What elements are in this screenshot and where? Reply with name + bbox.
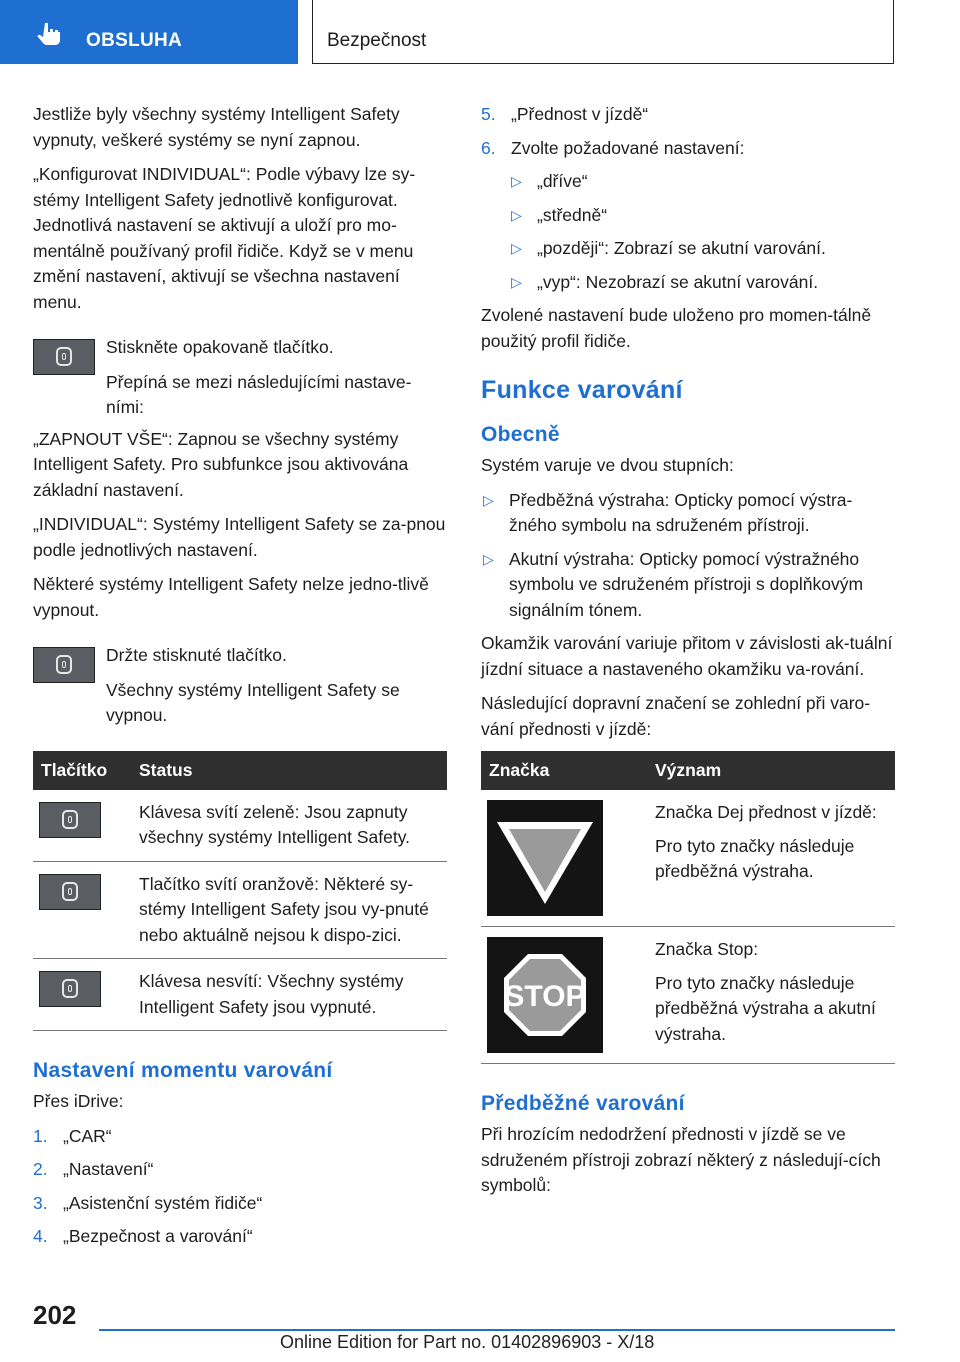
option-text: „dříve“	[537, 171, 588, 191]
page-number: 202	[33, 1300, 77, 1330]
sign-title: Značka Dej přednost v jízdě:	[655, 802, 877, 822]
yield-sign-icon	[487, 800, 603, 916]
sign-description: Pro tyto značky následuje předběžná výstraha a akutní výstraha.	[655, 972, 876, 1044]
step-text: „Asistenční systém řidiče“	[63, 1192, 263, 1213]
section-header	[312, 0, 894, 64]
step-number: 3.	[33, 1192, 48, 1213]
steps-list	[33, 1124, 447, 1250]
section-heading: Funkce varování	[481, 376, 683, 404]
press-instruction	[33, 335, 447, 421]
stop-sign-icon	[487, 937, 603, 1053]
intelligent-safety-button-icon	[39, 874, 101, 910]
list-item	[481, 547, 895, 624]
triangle-bullet-icon: ▷	[511, 206, 522, 223]
step-number: 2.	[33, 1159, 48, 1179]
footer-divider	[99, 1329, 895, 1331]
paragraph: Stiskněte opakovaně tlačítko.	[106, 337, 334, 357]
subsection-heading: Obecně	[481, 423, 560, 446]
table-row	[33, 861, 447, 959]
table-cell: Tlačítko svítí oranžově: Některé sy-stémy Intelligent Safety jsou vy-pnuté nebo aktuálně nejsou k dispo-zici.	[131, 861, 447, 959]
triangle-bullet-icon: ▷	[483, 491, 494, 508]
step-text: „Nastavení“	[63, 1159, 154, 1179]
step-text: Zvolte požadované nastavení:	[511, 137, 745, 158]
triangle-bullet-icon: ▷	[483, 550, 494, 567]
step-text: „Přednost v jízdě“	[511, 104, 649, 124]
list-item	[481, 488, 895, 539]
list-item	[33, 1124, 447, 1150]
step-text: „CAR“	[63, 1125, 112, 1146]
list-item	[509, 236, 895, 262]
signs-table	[481, 751, 895, 1064]
paragraph: Některé systémy Intelligent Safety nelze jedno-tlivě vypnout.	[33, 574, 429, 620]
sign-description: Pro tyto značky následuje předběžná výstraha.	[655, 835, 855, 881]
table-row	[481, 927, 895, 1064]
option-text: „později“: Zobrazí se akutní varování.	[537, 238, 826, 258]
list-item	[481, 102, 895, 128]
paragraph: „ZAPNOUT VŠE“: Zapnou se všechny systémy Intelligent Safety. Pro subfunkce jsou aktivována základní nastavení.	[33, 428, 409, 500]
steps-list	[481, 102, 895, 161]
stop-sign-image	[487, 937, 603, 1053]
table-row	[33, 959, 447, 1031]
paragraph: Jestliže byly všechny systémy Intelligent Safety vypnuty, veškeré systémy se nyní zapnou.	[33, 104, 400, 150]
list-item	[33, 1224, 447, 1250]
paragraph: Následující dopravní značení se zohlední při varo-vání přednosti v jízdě:	[481, 693, 871, 739]
paragraph: Okamžik varování variuje přitom v závislosti ak-tuální jízdní situace a nastaveného okamžiku va-rování.	[481, 633, 893, 679]
table-header: Tlačítko	[33, 751, 131, 790]
list-item	[33, 1191, 447, 1217]
stage-text: Předběžná výstraha: Opticky pomocí výstra-žného symbolu na sdruženém přístroji.	[509, 489, 853, 535]
paragraph: Přepíná se mezi následujícími nastave-ními:	[106, 371, 412, 417]
intelligent-safety-button-icon	[33, 647, 95, 683]
table-header: Značka	[481, 751, 647, 790]
intelligent-safety-button-icon	[39, 802, 101, 838]
yield-sign-image	[487, 800, 603, 916]
hold-instruction	[33, 643, 447, 729]
paragraph: Při hrozícím nedodržení přednosti v jízdě se ve sdruženém přístroji zobrazí některý z následují-cích symbolů:	[481, 1124, 881, 1195]
options-list	[509, 169, 895, 295]
option-text: „středně“	[537, 204, 608, 225]
sign-title: Značka Stop:	[655, 939, 759, 959]
step-number: 5.	[481, 104, 496, 124]
paragraph: Zvolené nastavení bude uloženo pro momen-tálně použitý profil řidiče.	[481, 305, 872, 351]
paragraph: Systém varuje ve dvou stupních:	[481, 455, 734, 475]
table-row	[33, 790, 447, 862]
table-row	[481, 790, 895, 927]
list-item	[509, 203, 895, 229]
list-item	[481, 136, 895, 162]
chapter-label: OBSLUHA	[86, 30, 183, 51]
section-title: Bezpečnost	[327, 30, 427, 51]
intelligent-safety-button-icon	[33, 339, 95, 375]
list-item	[509, 169, 895, 195]
table-header: Status	[131, 751, 447, 790]
option-text: „vyp“: Nezobrazí se akutní varování.	[537, 271, 819, 292]
table-header: Význam	[647, 751, 895, 790]
triangle-bullet-icon: ▷	[511, 173, 522, 189]
table-cell: Klávesa nesvítí: Všechny systémy Intelligent Safety jsou vypnuté.	[131, 959, 447, 1031]
status-table	[33, 751, 447, 1032]
stages-list	[481, 488, 895, 624]
step-text: „Bezpečnost a varování“	[63, 1226, 253, 1246]
section-heading: Nastavení momentu varování	[33, 1059, 333, 1082]
step-number: 1.	[33, 1125, 48, 1146]
subsection-heading: Předběžné varování	[481, 1092, 685, 1115]
step-number: 6.	[481, 137, 496, 158]
paragraph: Všechny systémy Intelligent Safety se vypnou.	[106, 679, 400, 725]
triangle-bullet-icon: ▷	[511, 240, 522, 256]
hand-pointer-icon	[36, 22, 64, 46]
paragraph: Držte stisknuté tlačítko.	[106, 645, 287, 665]
left-column	[33, 102, 447, 1258]
paragraph: „INDIVIDUAL“: Systémy Intelligent Safety se za-pnou podle jednotlivých nastavení.	[33, 514, 446, 560]
triangle-bullet-icon: ▷	[511, 273, 522, 290]
stop-sign-text: STOP	[504, 980, 586, 1013]
chapter-tab[interactable]	[0, 0, 298, 64]
edition-note: Online Edition for Part no. 01402896903 - X/18	[280, 1332, 655, 1352]
intelligent-safety-button-icon	[39, 971, 101, 1007]
list-item	[509, 270, 895, 296]
step-number: 4.	[33, 1226, 48, 1246]
right-column	[481, 102, 895, 1208]
stage-text: Akutní výstraha: Opticky pomocí výstražného symbolu ve sdruženém přístroji s doplňkovým signálním tónem.	[509, 548, 864, 620]
paragraph: „Konfigurovat INDIVIDUAL“: Podle výbavy lze sy-stémy Intelligent Safety jednotlivě konfigurovat. Jednotlivá nastavení se aktivují a uloží pro mo-mentálně používaný profil řidiče. Když se v menu změní nastavení, aktivují se všechna nastavení menu.	[33, 164, 416, 312]
list-item	[33, 1157, 447, 1183]
paragraph: Přes iDrive:	[33, 1091, 124, 1111]
table-cell: Klávesa svítí zeleně: Jsou zapnuty všechny systémy Intelligent Safety.	[131, 790, 447, 862]
